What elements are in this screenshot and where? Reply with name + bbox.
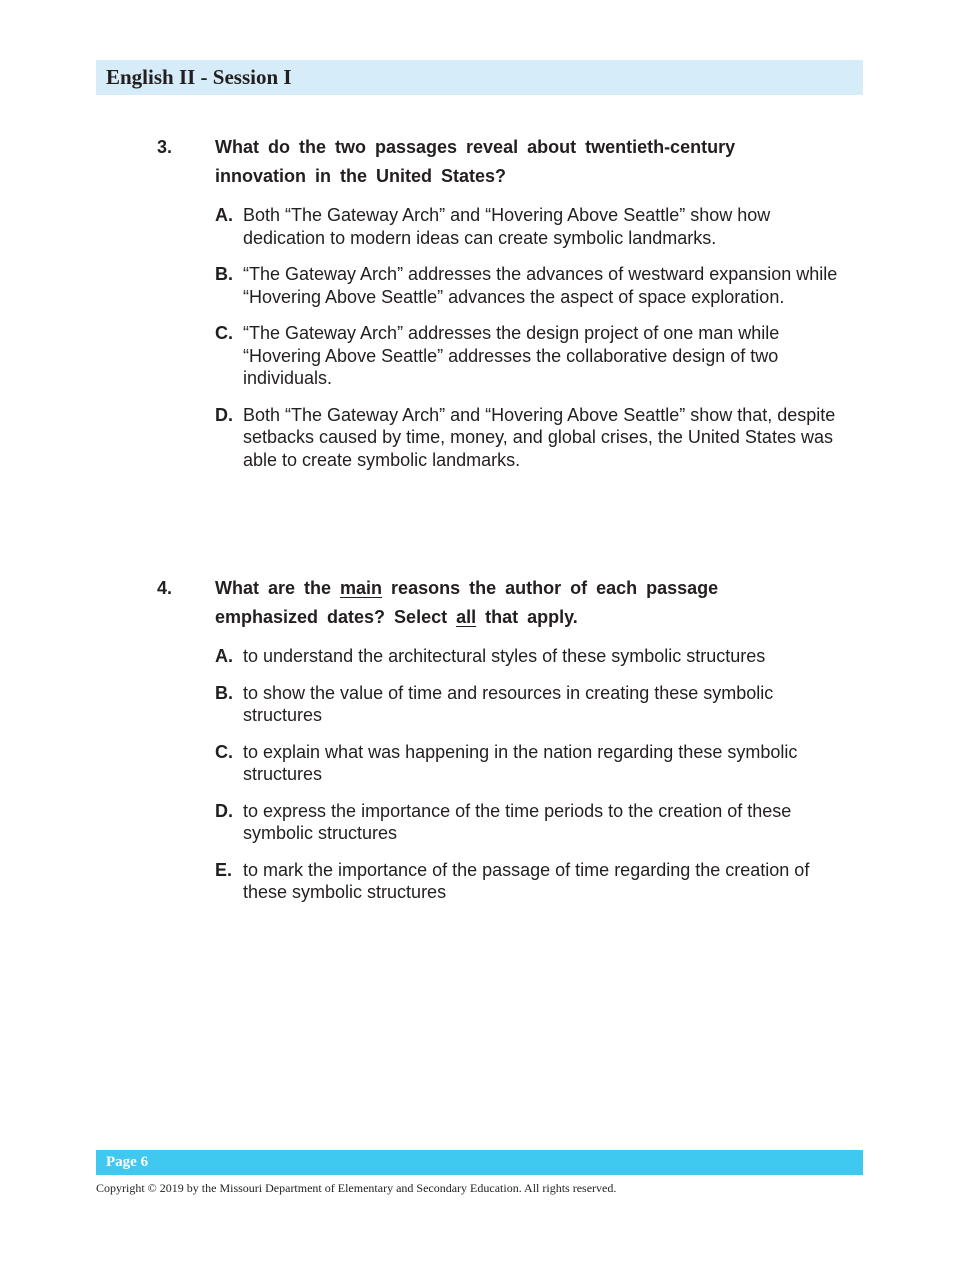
stem-text: that apply. bbox=[476, 607, 578, 627]
emphasis-all: all bbox=[456, 607, 477, 627]
question-number: 3. bbox=[157, 137, 173, 157]
question-number: 4. bbox=[157, 578, 173, 598]
emphasis-main: main bbox=[340, 578, 383, 598]
answer-option-a[interactable] bbox=[215, 204, 853, 249]
answer-option-a[interactable] bbox=[215, 645, 853, 668]
option-text: to understand the architectural styles of these symbolic structures bbox=[243, 646, 766, 666]
option-text: Both “The Gateway Arch” and “Hovering Above Seattle” show how dedication to modern ideas can create symbolic landmarks. bbox=[243, 205, 771, 248]
page-number: Page 6 bbox=[106, 1154, 149, 1170]
question-stem bbox=[157, 133, 770, 191]
option-text: Both “The Gateway Arch” and “Hovering Above Seattle” show that, despite setbacks caused by time, money, and global crises, the United States was able to create symbolic landmarks. bbox=[243, 404, 836, 470]
option-text: “The Gateway Arch” addresses the design project of one man while “Hovering Above Seattle” addresses the collaborative design of two individuals. bbox=[243, 323, 780, 388]
option-letter: B. bbox=[215, 682, 233, 703]
answer-options bbox=[157, 645, 857, 904]
option-letter: C. bbox=[215, 741, 233, 762]
option-letter: A. bbox=[215, 646, 233, 666]
option-letter: D. bbox=[215, 404, 233, 425]
answer-option-c[interactable] bbox=[215, 322, 853, 390]
question-3 bbox=[157, 133, 857, 485]
answer-option-b[interactable] bbox=[215, 263, 853, 308]
option-text: to mark the importance of the passage of time regarding the creation of these symbolic structures bbox=[243, 859, 810, 902]
stem-text: reasons the author of each passage emphasized dates? Select bbox=[215, 578, 719, 627]
header-band bbox=[96, 60, 863, 95]
option-text: to explain what was happening in the nation regarding these symbolic structures bbox=[243, 741, 798, 784]
option-text: to show the value of time and resources in creating these symbolic structures bbox=[243, 682, 774, 725]
stem-text: What are the bbox=[215, 578, 341, 598]
answer-option-d[interactable] bbox=[215, 404, 853, 472]
option-text: “The Gateway Arch” addresses the advances of westward expansion while “Hovering Above Seattle” advances the aspect of space exploration. bbox=[243, 264, 838, 307]
question-text bbox=[215, 578, 718, 627]
session-title: English II - Session I bbox=[106, 65, 292, 89]
option-letter: E. bbox=[215, 859, 233, 880]
answer-option-b[interactable] bbox=[215, 682, 853, 727]
answer-option-e[interactable] bbox=[215, 859, 853, 904]
question-stem bbox=[157, 574, 770, 632]
copyright-notice: Copyright © 2019 by the Missouri Department of Elementary and Secondary Education. All rights reserved. bbox=[96, 1181, 617, 1195]
footer-band bbox=[96, 1150, 863, 1175]
option-text: to express the importance of the time periods to the creation of these symbolic structures bbox=[243, 800, 792, 843]
option-letter: C. bbox=[215, 323, 233, 343]
option-letter: D. bbox=[215, 800, 233, 821]
option-letter: A. bbox=[215, 205, 233, 225]
question-text: What do the two passages reveal about twentieth-century innovation in the United States? bbox=[215, 137, 736, 186]
answer-option-d[interactable] bbox=[215, 800, 853, 845]
answer-options bbox=[157, 204, 857, 471]
option-letter: B. bbox=[215, 264, 233, 284]
question-4 bbox=[157, 574, 857, 918]
answer-option-c[interactable] bbox=[215, 741, 853, 786]
